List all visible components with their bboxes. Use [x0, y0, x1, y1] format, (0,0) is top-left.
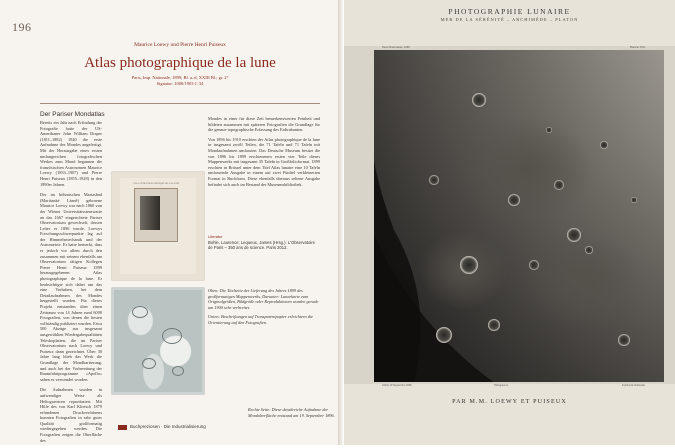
meta-line-1: Paris, Imp. Nationale, 1899; Bl. a–d, XXIII Bl.; gr. 2°	[131, 75, 229, 80]
col1-paragraph: Bereits ein Jahr nach Erfindung der Fotografie hatte der US-Amerikaner John William Draper (1811–1882) 1840 die erste Aufnahme des Mondes angefertigt. Mit der Herausgabe eines ersten umfangreichen fotografischen Werkes zum Mond begannen die französischen Astronomen Maurice Loewy (1833–1907) und Pierre Henri Puiseux (1855–1928) in den 1890er Jahren.	[40, 120, 102, 187]
mare-region	[524, 230, 644, 330]
crater	[546, 127, 552, 133]
crater	[585, 246, 593, 254]
plate-top-right-note: Planche XXIII	[629, 46, 645, 49]
col2-paragraph: Mondes in einer für diese Zeit bemerkenswerten Feinheit und bildeten zusammen mit späteren Fotografien die Grundlage für die genaue topographische Erfassung des Erdtrabanten.	[208, 116, 320, 133]
plate-bottom-left-note: Cliché 19 Septembre 1896	[382, 384, 412, 387]
literature-label: Literatur	[208, 234, 223, 239]
article-author: Maurice Loewy und Pierre Henri Puiseux	[134, 42, 226, 48]
caption-paragraph-1: Oben: Die Titelseite der Lieferung des Jahres 1899 des großformatigen Mappenwerks. Darunter: Lunarkarte zum Originalgrößen, Bildgröße oder Reproduktionen wurden gerade um 1900 sehr verbreitet.	[208, 288, 319, 310]
plate-credit: PAR M.M. LOEWY ET PUISEUX	[452, 399, 567, 405]
plate-header	[344, 0, 675, 46]
crater	[554, 180, 564, 190]
crater	[488, 319, 500, 331]
map-crater-outline	[132, 306, 148, 318]
col2-paragraph: Von 1896 bis 1910 erschien der Atlas photographique de la lune in insgesamt zwölf Teilen, die 71 Tafeln und 71 Tafeln mit Mondaufnahmen umfassten. Das Deutsche Museum besitzt die von 1896 bis 1899 erschienenen ersten vier Teile dieses Mappenwerks mit insgesamt 35 Tafeln in Großfolioformat. 1899 erschien in Brüssel unter dem Titel Atlas lunaire eine 10 Tafeln umfassende Ausgabe in einem auf zwei Fünftel verkleinerten Format in Buchform. Diese ebenfalls überaus seltene Ausgabe befindet sich auch im Bestand der Museumsbibliothek.	[208, 136, 320, 187]
meta-line-2: Signatur: 1000/1903 C 34	[156, 81, 204, 86]
facing-page-caption: Rechte Seite: Diese detailreiche Aufnahme der Mondoberfläche entstand am 19. September 1896.	[248, 407, 335, 418]
moon-photograph	[374, 50, 664, 382]
crater	[508, 194, 520, 206]
crater	[600, 141, 608, 149]
title-page-moon-image	[140, 196, 160, 230]
plate-footer	[344, 384, 675, 445]
footer-flag-icon	[118, 425, 127, 430]
article-title: Atlas photographique de la lune	[84, 55, 276, 71]
running-footer: Buchpreziosen · Die Industrialisierung	[130, 424, 206, 429]
crater	[529, 260, 539, 270]
image-caption	[208, 288, 320, 329]
left-page	[0, 0, 338, 445]
literature-text: Bohle, Laurence; Lequeux, James (Hrsg.): L'Observatoire de Paris – 350 ans de science. Paris 2012.	[208, 240, 315, 251]
crater	[460, 256, 478, 274]
lunar-plate	[344, 0, 675, 445]
plate-bottom-right-note: Imprimerie Nationale	[621, 384, 645, 387]
atlas-title-page-image	[112, 172, 204, 280]
col1-paragraph: Die Aufnahmen wurden in aufwendiger Weise als Heliogravüren reproduziert. Mit Hilfe des von Karl Klietsch 1879 erfundenen Druckverfahrens konnten Fotografien in sehr guter Qualität großformatig wiedergegeben werden. Die Fotografien zeigen die Oberfläche des	[40, 387, 102, 443]
col1-paragraph: Der im böhmischen Mariasbad (Mariánské Lázně) geborene Maurice Loewy war nach 1860 von der Wiener Universitätssternwarte an das 1667 eingerichtete Pariser Observatorium gewechselt, dessen Leiter er 1896 wurde. Loewys Forschungsschwerpunkte lag auf der Himmelsmechanik und der Astrometrie. Er hatte bemerkt, dass er jedoch vor allem durch den zusammen mit seinem ebenfalls am Observatorium tätigen Kollegen Pierre Henri Puiseux 1899 herausgegebenen Atlas photographique de la lune. Er beabsichtigte sich dabei um das eine Vorhaben, bei dem Detailaufnahmen des Mondes hergestellt wurden. Für dieses Projekt entstanden über einen Zeitraum von 14 Jahren rund 6000 Fotografien, von denen die besten vollständig publiziert wurden. Etwa 500 Abzüge aus insgesamt ausgewählten Wiedergabequalitäten Teleskoplatten, die im Pariser Observatorium nach Loewy und Puiseux dann gezeichnet. Über 30 Jahre lang blieb das Werk die Grundlage der Mondkartierung, und auch bei der Vorbereitung der Raumfahrtprogramme «Apollo» sahen es verwendet worden.	[40, 192, 102, 382]
caption-paragraph-2: Unten: Beschriftungen auf Transparentpapier erleichtern die Orientierung auf den Fotografien.	[208, 314, 313, 325]
plate-top-left-note: Paris Observatoire, 1896	[382, 46, 410, 49]
title-page-caption: ATLAS PHOTOGRAPHIQUE DE LA LUNE	[132, 182, 180, 185]
crater	[631, 197, 637, 203]
crater	[618, 334, 630, 346]
overlay-map	[114, 290, 202, 392]
text-column-2	[208, 116, 320, 191]
map-crater-outline	[142, 358, 156, 369]
map-crater-outline	[172, 366, 184, 376]
plate-title: PHOTOGRAPHIE LUNAIRE	[448, 7, 571, 16]
moon-surface-graphic	[374, 50, 664, 382]
header-rule	[40, 103, 320, 104]
crater	[436, 327, 452, 343]
map-crater-outline	[162, 328, 182, 344]
plate-subtitle: MER DE LA SÉRÉNITÉ – ARCHIMÈDE – PLATON	[440, 17, 579, 22]
section-heading: Der Pariser Mondatlas	[40, 111, 105, 118]
mare-region	[454, 115, 594, 225]
crater	[472, 93, 486, 107]
text-column-1	[40, 120, 102, 448]
lunar-overlay-map-image	[112, 288, 204, 394]
article-meta	[40, 75, 320, 87]
crater	[567, 228, 581, 242]
plate-bottom-mid-note: Héliogravure	[494, 384, 509, 387]
crater	[429, 175, 439, 185]
page-number: 196	[12, 20, 32, 34]
